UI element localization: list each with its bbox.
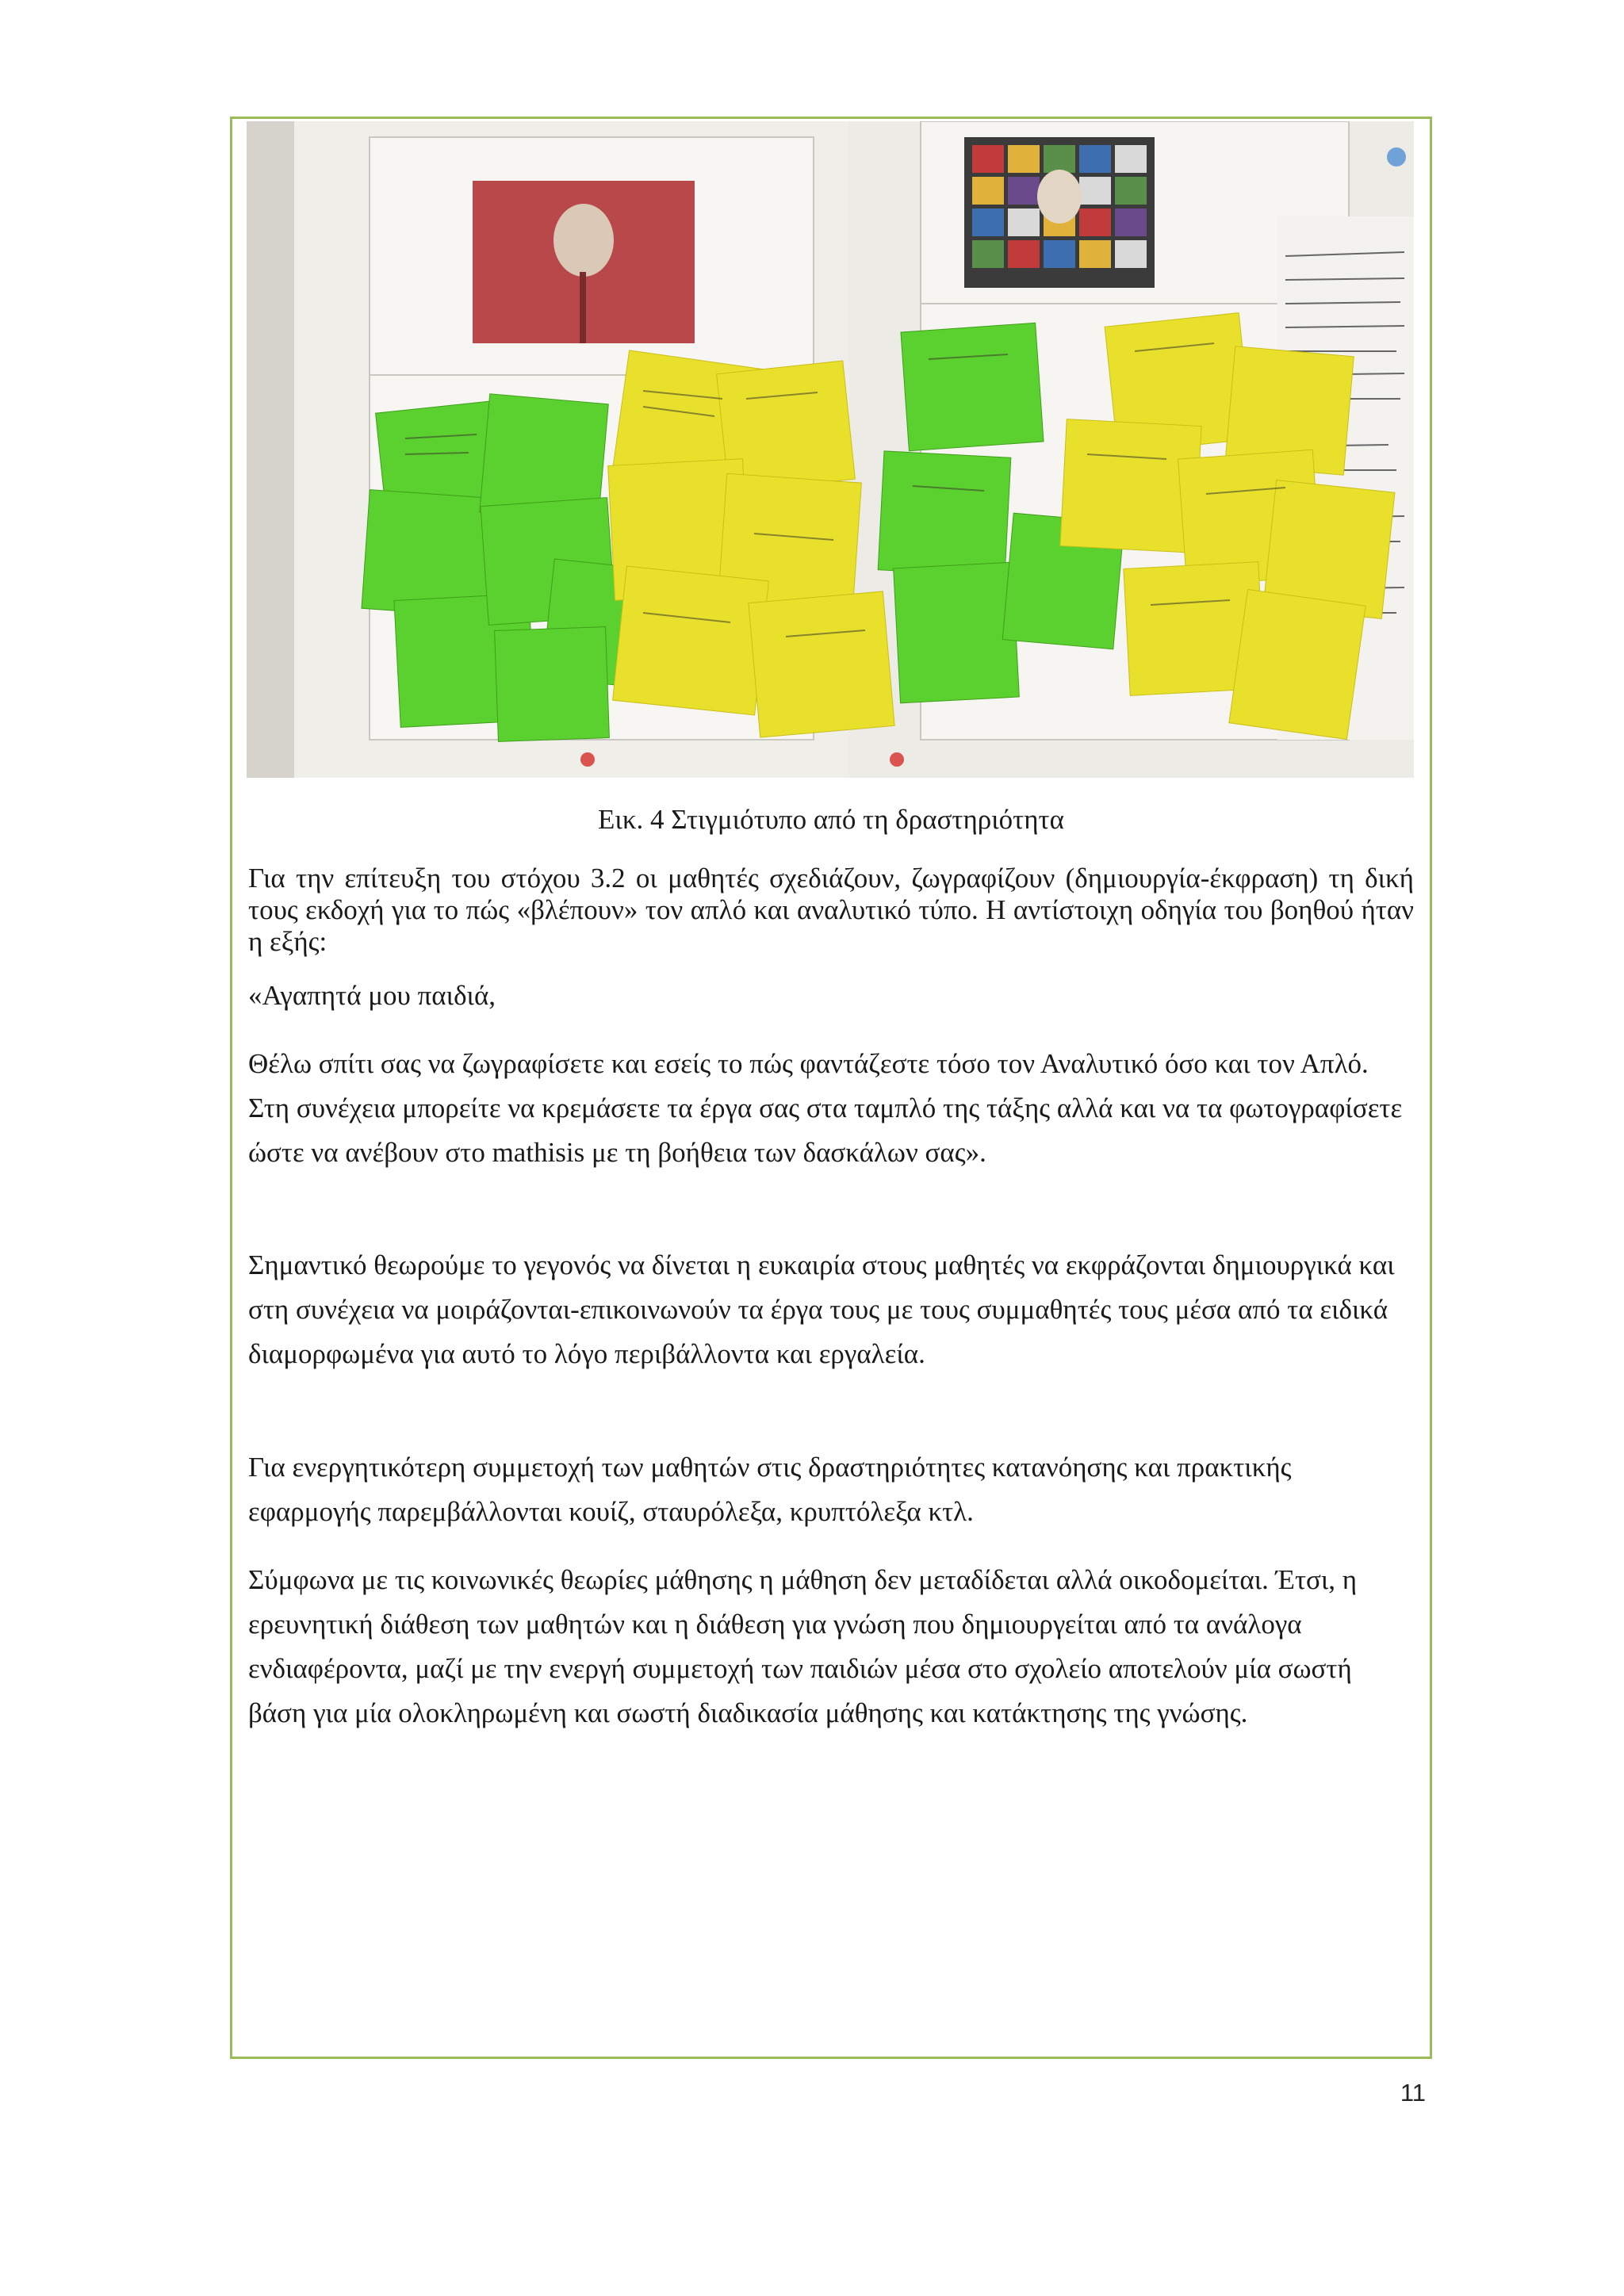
paragraph-participation: Για ενεργητικότερη συμμετοχή των μαθητών στις δραστηριότητες κατανόησης και πρακτικής εφαρμογής παρεμβάλλονται κουίζ, σταυρόλεξα, κρυπτόλεξα κτλ. xyxy=(248,1452,1292,1527)
paragraph-instruction: Θέλω σπίτι σας να ζωγραφίσετε και εσείς το πώς φαντάζεστε τόσο τον Αναλυτικό όσο και τον Απλό. Στη συνέχεια μπορείτε να κρεμάσετε τα έργα σας στα ταμπλό της τάξης αλλά και να τα φωτογραφίσετε ώστε να ανέβουν στο mathisis με τη βοήθεια των δασκάλων σας». xyxy=(248,1048,1403,1168)
figure-caption: Εικ. 4 Στιγμιότυπο από τη δραστηριότητα xyxy=(598,804,1064,835)
paragraph-importance: Σημαντικό θεωρούμε το γεγονός να δίνεται η ευκαιρία στους μαθητές να εκφράζονται δημιουργικά και στη συνέχεια να μοιράζονται-επικοινωνούν τα έργα τους με τους συμμαθητές τους μέσα από τα ειδικά διαμορφωμένα για αυτό το λόγο περιβάλλοντα και εργαλεία. xyxy=(248,1249,1395,1369)
page-frame xyxy=(230,117,1432,2059)
paragraph-theory: Σύμφωνα με τις κοινωνικές θεωρίες μάθησης η μάθηση δεν μεταδίδεται αλλά οικοδομείται. Έτσι, η ερευνητική διάθεση των μαθητών και η διάθεση για γνώση που δημιουργείται από τα ανάλογα ενδιαφέροντα, μαζί με την ενεργή συμμετοχή των παιδιών μέσα στο σχολείο αποτελούν μία σωστή βάση για μία ολοκληρωμένη και σωστή διαδικασία μάθησης και κατάκτησης της γνώσης. xyxy=(248,1564,1358,1728)
sticky-notes-board-image xyxy=(247,121,1414,778)
paragraph-goal: Για την επίτευξη του στόχου 3.2 οι μαθητές σχεδιάζουν, ζωγραφίζουν (δημιουργία-έκφραση) τη δική τους εκδοχή για το πώς «βλέπουν» τον απλό και αναλυτικό τύπο. Η αντίστοιχη οδηγία του βοηθού ήταν η εξής: xyxy=(248,863,1414,957)
activity-photo xyxy=(247,121,1414,778)
page-number: 11 xyxy=(1400,2079,1426,2107)
paragraph-greeting: «Αγαπητά μου παιδιά, xyxy=(248,980,496,1011)
